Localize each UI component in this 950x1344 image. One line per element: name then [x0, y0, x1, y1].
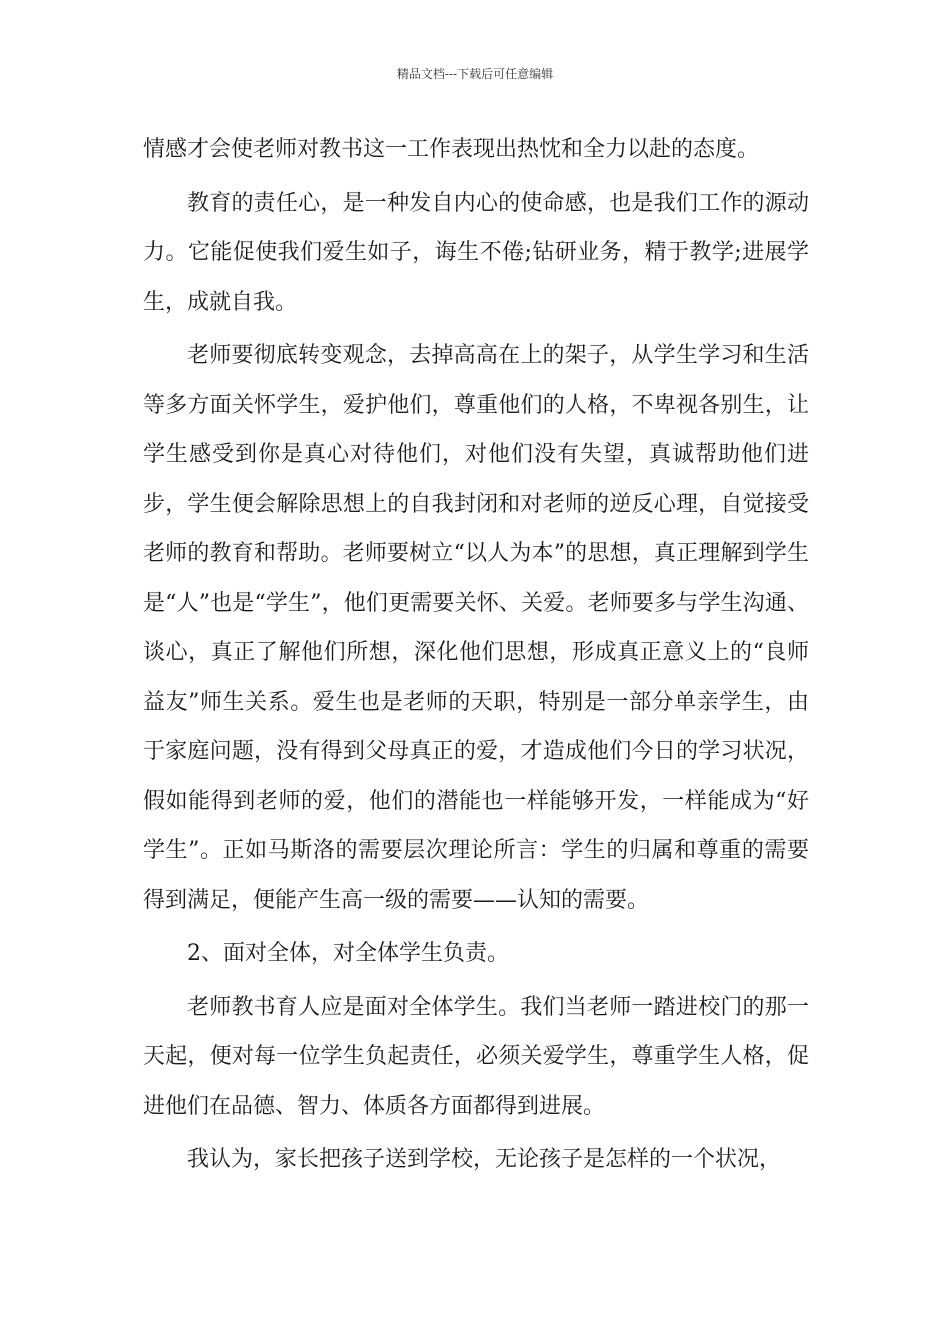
paragraph: 老师要彻底转变观念，去掉高高在上的架子，从学生学习和生活等多方面关怀学生，爱护他们，尊重他们的人格，不卑视各别生，让学生感受到你是真心对待他们，对他们没有失望，真诚帮助他们进步，学生便会解除思想上的自我封闭和对老师的逆反心理，自觉接受老师的教育和帮助。老师要树立“以人为本”的思想，真正理解到学生是“人”也是“学生”，他们更需要关怀、关爱。老师要多与学生沟通、谈心，真正了解他们所想，深化他们思想，形成真正意义上的“良师益友”师生关系。爱生也是老师的天职，特别是一部分单亲学生，由于家庭问题，没有得到父母真正的爱，才造成他们今日的学习状况，假如能得到老师的爱，他们的潜能也一样能够开发，一样能成为“好学生”。正如马斯洛的需要层次理论所言：学生的归属和尊重的需要得到满足，便能产生高一级的需要——认知的需要。 [143, 343, 809, 913]
paragraph: 我认为，家长把孩子送到学校，无论孩子是怎样的一个状况， [187, 1147, 782, 1172]
paragraph: 2、面对全体，对全体学生负责。 [187, 941, 509, 966]
document-body [143, 125, 809, 1189]
paragraph: 老师教书育人应是面对全体学生。我们当老师一踏进校门的那一天起，便对每一位学生负起责任，必须关爱学生，尊重学生人格，促进他们在品德、智力、体质各方面都得到进展。 [143, 994, 809, 1119]
paragraph: 教育的责任心，是一种发自内心的使命感，也是我们工作的源动力。它能促使我们爱生如子，诲生不倦;钻研业务，精于教学;进展学生，成就自我。 [143, 190, 809, 315]
paragraph: 情感才会使老师对教书这一工作表现出热忱和全力以赴的态度。 [143, 137, 760, 162]
page-header: 精品文档---下载后可任意编辑 [396, 67, 554, 81]
